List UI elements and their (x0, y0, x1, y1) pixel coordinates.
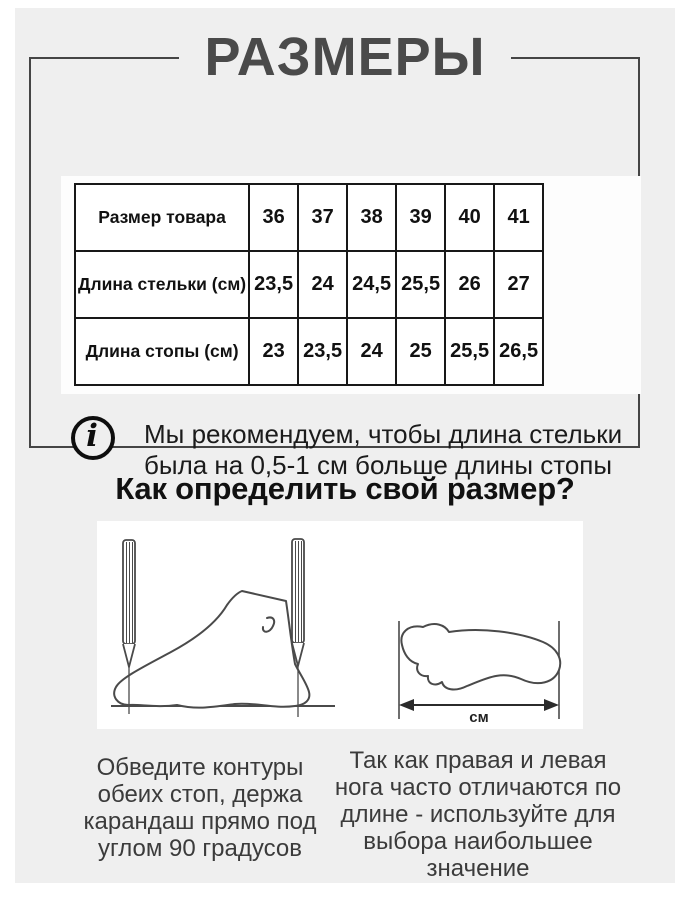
instruction-line: углом 90 градусов (98, 835, 302, 862)
foot-tracing-illustration (105, 526, 345, 722)
instruction-line: карандаш прямо под (83, 808, 317, 835)
instruction-line: длине - используйте для (340, 801, 616, 828)
howto-heading: Как определить свой размер? (115, 471, 575, 506)
size-cell: 41 (494, 184, 543, 251)
size-cell: 40 (445, 184, 494, 251)
size-cell: 39 (396, 184, 445, 251)
foot-side-outline (114, 591, 309, 708)
size-cell: 36 (249, 184, 298, 251)
info-icon (71, 416, 115, 460)
size-cell: 37 (298, 184, 347, 251)
table-row-insole (75, 251, 543, 318)
foot-cell: 23 (249, 318, 298, 385)
insole-cell: 23,5 (249, 251, 298, 318)
size-cell: 38 (347, 184, 396, 251)
sizes-title-row (15, 28, 675, 86)
foot-cell: 25 (396, 318, 445, 385)
unit-label: см (469, 709, 489, 725)
insole-cell: 26 (445, 251, 494, 318)
insole-cell: 27 (494, 251, 543, 318)
instruction-line: Так как правая и левая (349, 747, 607, 774)
instruction-right (333, 747, 623, 882)
page-title: РАЗМЕРЫ (179, 28, 512, 86)
row-label: Длина стельки (см) (75, 251, 249, 318)
foot-cell: 26,5 (494, 318, 543, 385)
size-guide-panel (15, 8, 675, 883)
table-row-size (75, 184, 543, 251)
row-label: Размер товара (75, 184, 249, 251)
footprint-outline (401, 624, 560, 689)
foot-cell: 25,5 (445, 318, 494, 385)
info-icon-glyph: i (86, 417, 98, 454)
size-table (74, 183, 544, 386)
instruction-line: выбора наибольшее (363, 828, 593, 855)
instruction-left (55, 754, 345, 862)
insole-cell: 25,5 (396, 251, 445, 318)
recommendation-line: была на 0,5-1 см больше длины стопы (144, 450, 613, 480)
measurement-illustrations (97, 521, 583, 729)
recommendation-line: Мы рекомендуем, чтобы длина стельки (144, 419, 623, 449)
foot-cell: 24 (347, 318, 396, 385)
table-row-foot (75, 318, 543, 385)
size-table-background (61, 176, 641, 394)
sizes-frame-box (29, 57, 640, 480)
row-label: Длина стопы (см) (75, 318, 249, 385)
insole-cell: 24 (298, 251, 347, 318)
insole-cell: 24,5 (347, 251, 396, 318)
instruction-line: обеих стоп, держа (97, 781, 303, 808)
instruction-line: Обведите контуры (96, 754, 304, 781)
instruction-line: значение (426, 855, 530, 882)
foot-cell: 23,5 (298, 318, 347, 385)
instruction-line: нога часто отличаются по (334, 774, 622, 801)
footprint-measure-illustration (391, 615, 575, 725)
